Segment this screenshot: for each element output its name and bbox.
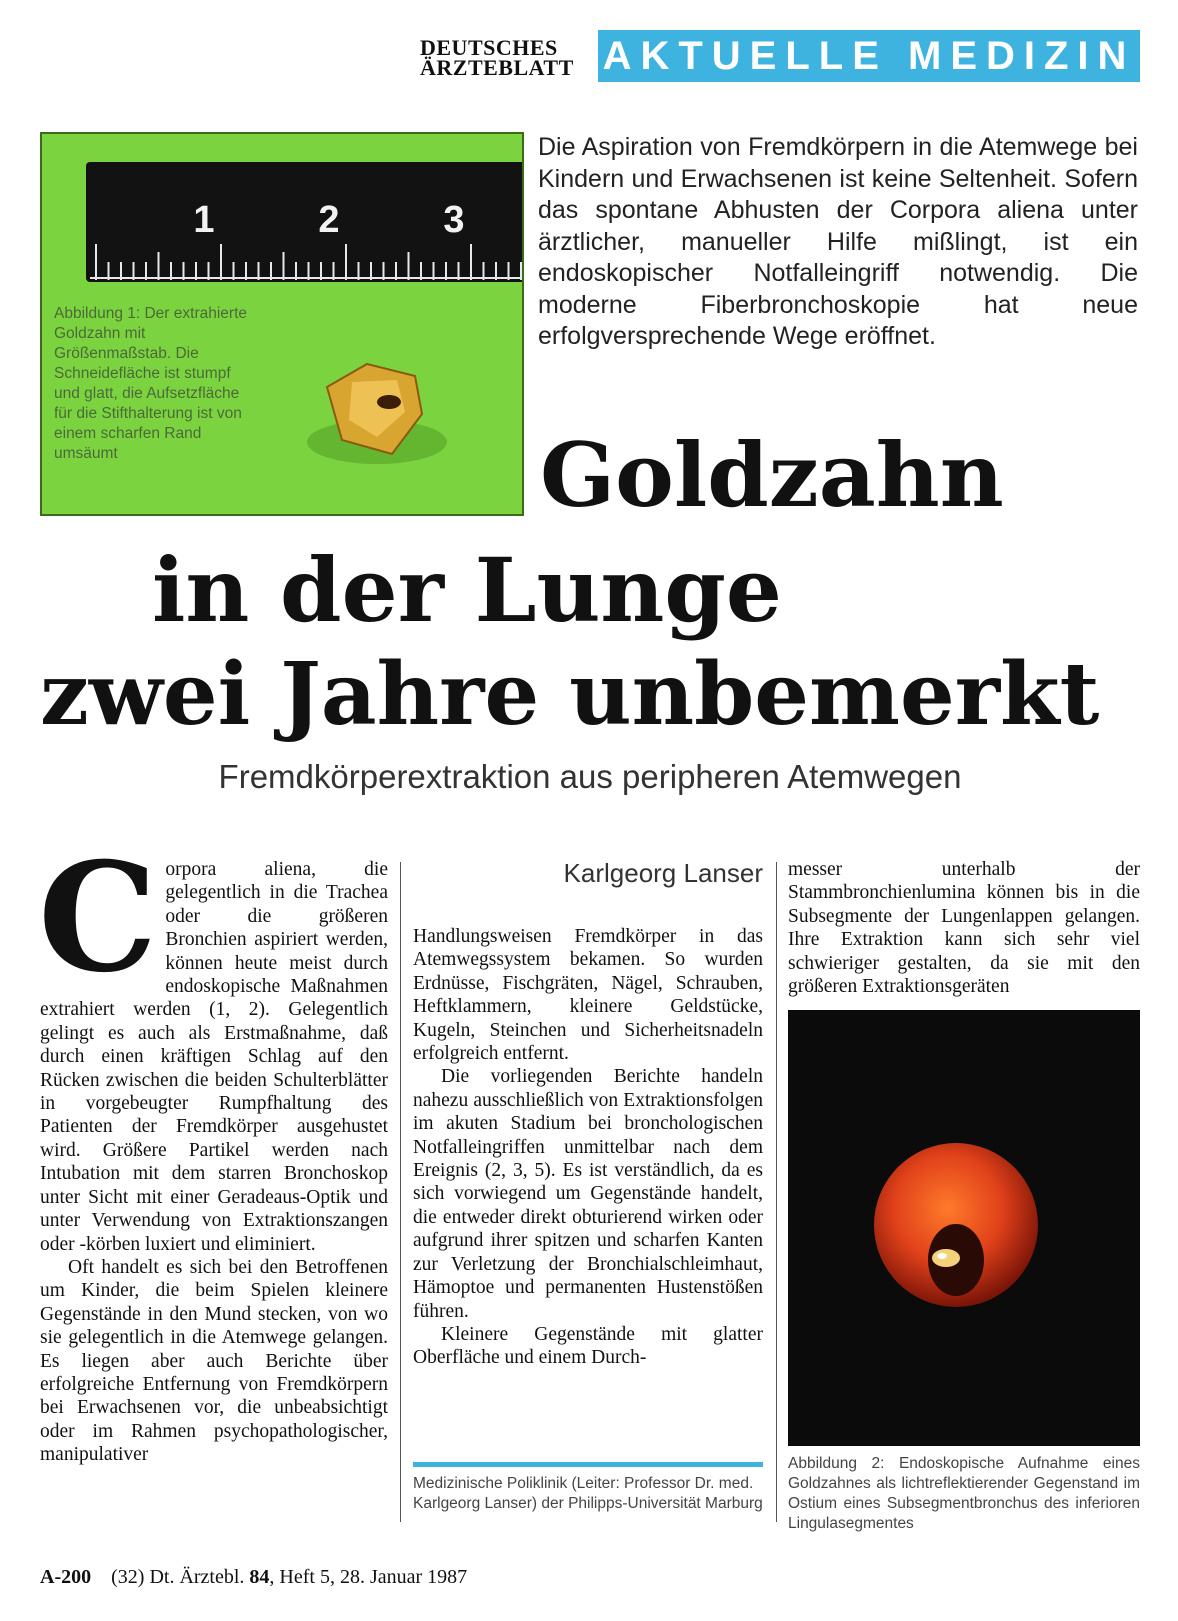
ruler-number-3: 3 — [443, 199, 465, 241]
body-paragraph: Die vorliegenden Berichte handeln nahezu ausschließlich von Extraktionsfolgen im akuten Stadium bei bronchologischen Notfalleingriffen unmittelbar nach dem Ereignis (2, 3, 5). Es ist verständlich, da es sich vorwiegend um Gegenstände handelt, die entweder direkt obturierend wirken oder aufgrund ihrer spitzen und scharfen Kanten zur Verletzung der Bronchialschleimhaut, Hämoptoe und permanenten Hustenstößen führen. — [413, 1066, 763, 1322]
logo-line-2: ÄRZTEBLATT — [420, 55, 574, 80]
paragraph-text: orpora aliena, die gelegentlich in die Trachea oder die größeren Bronchien aspiriert werden, können heute meist durch endoskopische Maßnahmen extrahiert werden (1, 2). Gelegentlich gelingt es auch als Erstmaßnahme, daß durch einen kräftigen Schlag auf den Rücken zwischen die beiden Schulterblätter in vorgebeugter Rumpfhaltung des Patienten der Fremdkörper ausgehustet wird. Größere Partikel werden nach Intubation mit dem starren Bronchoskop unter Sicht mit einer Geradeaus-Optik und unter Verwendung von Extraktionszangen oder -körben luxiert und eliminiert. — [40, 859, 388, 1255]
gold-tooth-image — [297, 342, 447, 472]
figure-1-caption: Abbildung 1: Der extrahierte Goldzahn mit Größenmaßstab. Die Schneidefläche ist stumpf und glatt, die Aufsetzfläche für die Stifthalterung ist von einem scharfen Rand umsäumt — [54, 305, 248, 462]
ruler-image — [86, 162, 524, 282]
column-divider — [776, 862, 777, 1522]
lead-paragraph: Die Aspiration von Fremdkörpern in die Atemwege bei Kindern und Erwachsenen ist keine Seltenheit. Sofern das spontane Abhusten der Corpora aliena unter ärztlicher, manueller Hilfe mißlingt, ist ein endoskopischer Notfalleingriff notwendig. Die moderne Fiberbronchoskopie hat neue erfolgversprechende Wege eröffnet. — [538, 133, 1138, 350]
figure-1-photo — [40, 132, 524, 516]
ruler-number-1: 1 — [193, 199, 215, 241]
body-column-1 — [38, 830, 388, 1467]
page-number: A-200 — [40, 1566, 92, 1588]
journal-name: Dt. Ärztebl. — [149, 1566, 245, 1588]
body-paragraph: Oft handelt es sich bei den Betroffenen um Kinder, die beim Spielen kleinere Gegenstände in den Mund stecken, von wo sie gelegentlich in die Atemwege gelangen. Es liegen aber auch Berichte über erfolgreiche Entfernung von Fremdkörpern bei Erwachsenen vor, die unbeabsichtigt oder im Rahmen psychopathologischer, manipulativer — [40, 1256, 388, 1466]
body-paragraph: messer unterhalb der Stammbronchienlumina können bis in die Subsegmente der Lungenlappen gelangen. Ihre Extraktion kann sich sehr viel schwieriger gestalten, da sie mit den größeren Extraktionsgeräten — [788, 859, 1140, 998]
author-name: Karlgeorg Lanser — [563, 858, 763, 888]
figure-2-caption: Abbildung 2: Endoskopische Aufnahme eines Goldzahnes als lichtreflektierender Gegenstand im Ostium eines Subsegmentbronchus des inferioren Lingulasegmentes — [788, 1455, 1140, 1532]
headline-line-3: zwei Jahre unbemerkt — [40, 644, 1100, 745]
page-footer — [40, 1566, 740, 1589]
journal-volume: 84 — [249, 1566, 270, 1588]
headline-line-2: in der Lunge — [152, 538, 782, 642]
drop-cap: C — [38, 830, 158, 1006]
figure-2-endoscopic-photo — [788, 1010, 1140, 1446]
author-affiliation: Medizinische Poliklinik (Leiter: Professor Dr. med. Karlgeorg Lanser) der Philipps-Universität Marburg — [413, 1475, 763, 1512]
headline-line-1: Goldzahn — [540, 423, 1004, 527]
endoscopic-image — [788, 1010, 1140, 1446]
column-divider — [400, 862, 401, 1522]
ruler-number-2: 2 — [318, 199, 340, 241]
issue-date: , Heft 5, 28. Januar 1987 — [269, 1566, 468, 1588]
affiliation-divider — [413, 1462, 763, 1467]
body-paragraph: Kleinere Gegenstände mit glatter Oberfläche und einem Durch- — [413, 1323, 763, 1369]
body-paragraph — [38, 830, 388, 1256]
body-paragraph: Handlungsweisen Fremdkörper in das Atemwegssystem bekamen. So wurden Erdnüsse, Fischgräten, Nägel, Schrauben, Heftklammern, kleinere Geldstücke, Kugeln, Steinchen und Sicherheitsnadeln erfolgreich entfernt. — [413, 926, 763, 1065]
section-banner: AKTUELLE MEDIZIN — [598, 30, 1140, 82]
body-column-3 — [788, 858, 1140, 998]
journal-logo — [420, 35, 590, 80]
article-subtitle: Fremdkörperextraktion aus peripheren Atemwegen — [218, 758, 962, 795]
body-column-2 — [413, 925, 763, 1370]
journal-page: (32) — [111, 1566, 145, 1588]
logo-line-1: DEUTSCHES — [420, 35, 558, 60]
